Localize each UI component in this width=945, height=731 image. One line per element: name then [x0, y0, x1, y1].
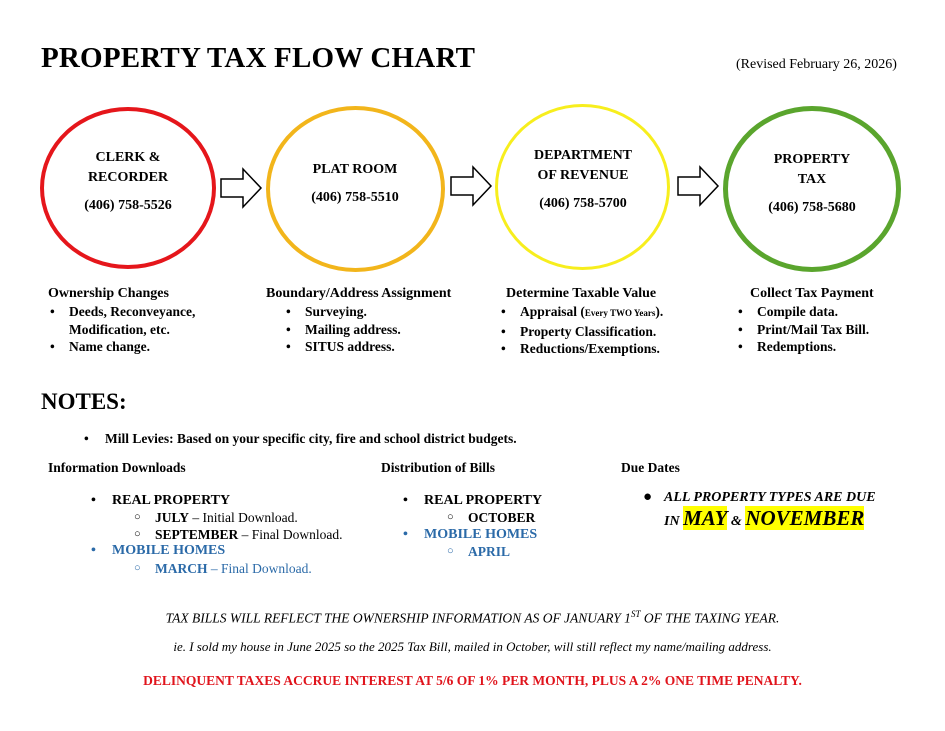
november-highlight: NOVEMBER — [745, 506, 865, 530]
list-item: • Reductions/Exemptions. — [499, 340, 663, 358]
mill-levies-note: • Mill Levies: Based on your specific city, fire and school district budgets. — [84, 431, 517, 446]
list-item: • SITUS address. — [284, 338, 401, 356]
collect-payment-heading: Collect Tax Payment — [750, 286, 874, 301]
info-july: ○ JULY – Initial Download. — [134, 510, 298, 525]
info-mobile-homes: • MOBILE HOMES — [91, 543, 226, 558]
list-item: • Compile data. — [736, 303, 869, 321]
plat-duties-list — [284, 303, 401, 356]
dist-mobile-homes: • MOBILE HOMES — [403, 527, 538, 542]
tax-duties-list — [736, 303, 869, 356]
due-line1: ALL PROPERTY TYPES ARE DUE — [664, 490, 876, 505]
revenue-name-line2: OF REVENUE — [537, 168, 629, 183]
information-downloads-heading: Information Downloads — [48, 460, 186, 475]
taxable-value-heading: Determine Taxable Value — [506, 286, 657, 301]
dist-real-property: • REAL PROPERTY — [403, 493, 543, 508]
list-item: • Name change. — [48, 338, 195, 356]
plat-phone: (406) 758-5510 — [311, 190, 399, 205]
info-september: ○ SEPTEMBER – Final Download. — [134, 527, 343, 542]
tax-phone: (406) 758-5680 — [768, 200, 856, 215]
list-item: • Appraisal (Every TWO Years). — [499, 303, 663, 323]
info-march: ○ MARCH – Final Download. — [134, 561, 312, 576]
clerk-name-line1: CLERK & — [95, 150, 161, 165]
list-item: • Surveying. — [284, 303, 401, 321]
delinquent-taxes-warning: DELINQUENT TAXES ACCRUE INTEREST AT 5/6 OF 1% PER MONTH, PLUS A 2% ONE TIME PENALTY. — [143, 673, 802, 688]
clerk-phone: (406) 758-5526 — [84, 198, 172, 213]
tax-name-line2: TAX — [797, 172, 827, 187]
tax-name-line1: PROPERTY — [773, 152, 851, 167]
revenue-label — [498, 146, 668, 214]
list-item: • Redemptions. — [736, 338, 869, 356]
plat-name: PLAT ROOM — [312, 162, 398, 177]
arrow-right-icon — [219, 167, 263, 209]
notes-heading: NOTES: — [41, 389, 127, 414]
due-bullet: ● — [643, 489, 653, 505]
list-item: • Deeds, Reconveyance, Modification, etc. — [48, 303, 195, 338]
distribution-heading: Distribution of Bills — [381, 460, 496, 475]
arrow-right-icon — [676, 165, 720, 207]
property-tax-label — [727, 150, 897, 218]
example-note: ie. I sold my house in June 2025 so the 2025 Tax Bill, mailed in October, will still reflect my name/mailing address. — [173, 639, 772, 654]
plat-room-label — [270, 160, 440, 208]
due-line2: IN MAY & NOVEMBER — [664, 506, 865, 530]
ownership-changes-heading: Ownership Changes — [48, 286, 169, 301]
due-dates-heading: Due Dates — [621, 460, 680, 475]
dist-october: ○ OCTOBER — [447, 510, 536, 525]
revenue-duties-list — [499, 303, 663, 358]
list-item: • Property Classification. — [499, 323, 663, 341]
dist-april: ○ APRIL — [447, 544, 511, 559]
clerk-recorder-label — [43, 148, 213, 216]
clerk-name-line2: RECORDER — [87, 170, 169, 185]
ownership-reflection-note: TAX BILLS WILL REFLECT THE OWNERSHIP INFORMATION AS OF JANUARY 1ST OF THE TAXING YEAR. — [165, 609, 780, 626]
arrow-right-icon — [449, 165, 493, 207]
revision-date: (Revised February 26, 2026) — [736, 57, 897, 72]
boundary-address-heading: Boundary/Address Assignment — [266, 286, 452, 301]
revenue-phone: (406) 758-5700 — [539, 196, 627, 211]
clerk-duties-list — [48, 303, 195, 356]
page-title: PROPERTY TAX FLOW CHART — [41, 42, 476, 74]
list-item: • Mailing address. — [284, 321, 401, 339]
list-item: • Print/Mail Tax Bill. — [736, 321, 869, 339]
revenue-name-line1: DEPARTMENT — [533, 148, 633, 163]
info-real-property: • REAL PROPERTY — [91, 493, 231, 508]
may-highlight: MAY — [683, 506, 728, 530]
